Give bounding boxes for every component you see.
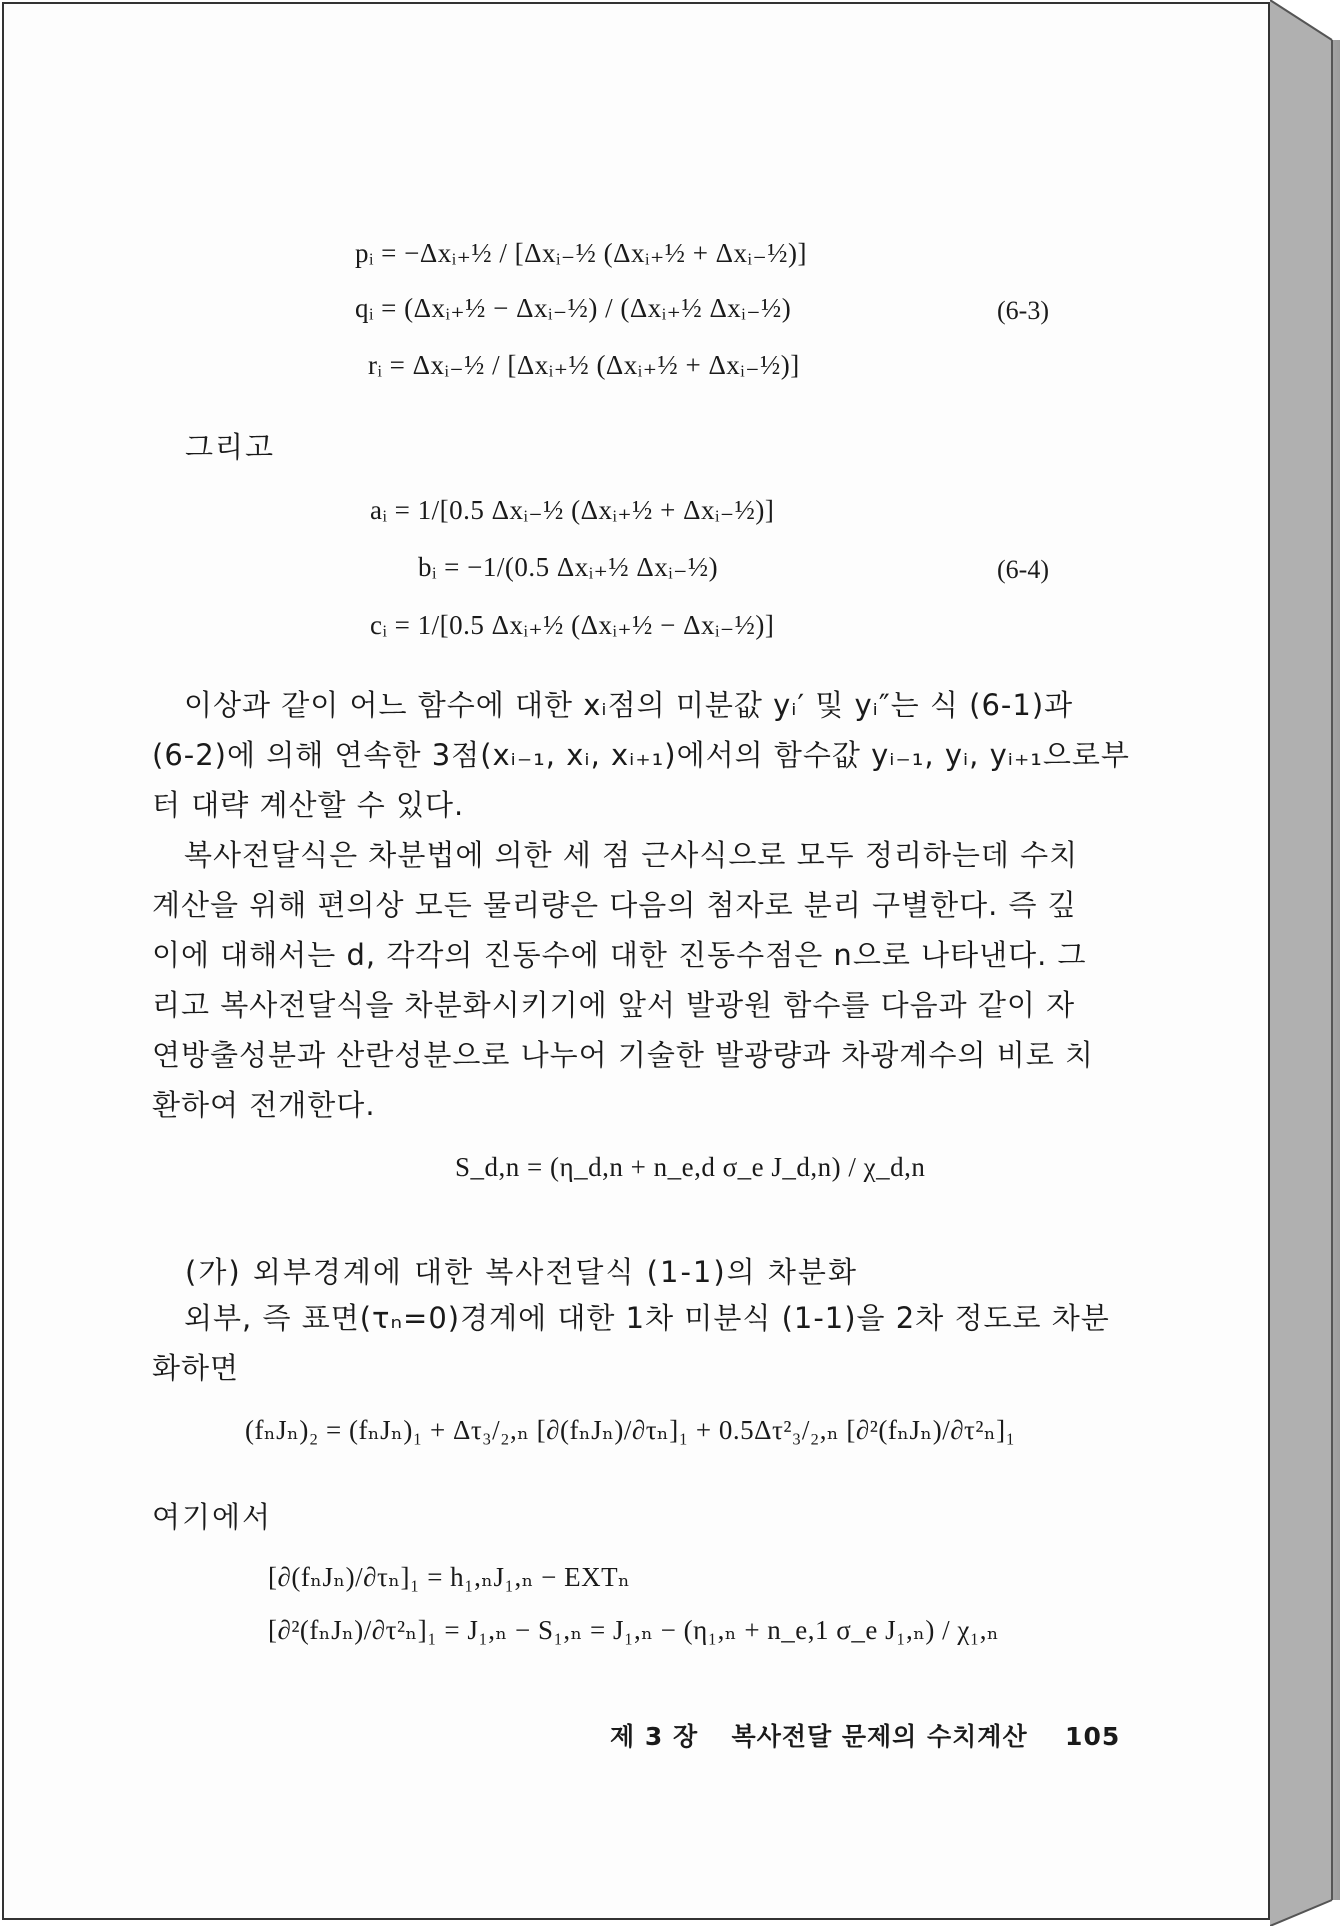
- paragraph-line: 화하면: [152, 1351, 240, 1385]
- equation-b: bᵢ = −1/(0.5 Δxᵢ₊½ Δxᵢ₋½): [418, 552, 719, 582]
- footer-title: 복사전달 문제의 수치계산: [731, 1722, 1028, 1751]
- equation-r: rᵢ = Δxᵢ₋½ / [Δxᵢ₊½ (Δxᵢ₊½ + Δxᵢ₋½)]: [368, 350, 800, 380]
- taylor-expansion-equation: (fₙJₙ)₂ = (fₙJₙ)₁ + Δτ₃/₂,ₙ [∂(fₙJₙ)/∂τₙ]₁ + 0.5Δτ²₃/₂,ₙ [∂²(fₙJₙ)/∂τ²ₙ]₁: [245, 1415, 1016, 1445]
- paragraph-line: (6-2)에 의해 연속한 3점(xᵢ₋₁, xᵢ, xᵢ₊₁)에서의 함수값 yᵢ₋₁, yᵢ, yᵢ₊₁으로부: [152, 738, 1130, 772]
- paragraph-line: 터 대략 계산할 수 있다.: [152, 788, 465, 822]
- paragraph-line: 이상과 같이 어느 함수에 대한 xᵢ점의 미분값 yᵢ′ 및 yᵢ″는 식 (6-1)과: [184, 688, 1074, 722]
- paragraph-line: 계산을 위해 편의상 모든 물리량은 다음의 첨자로 분리 구별한다. 즉 깊: [152, 888, 1077, 922]
- page-number: 105: [1065, 1722, 1121, 1751]
- equation-c: cᵢ = 1/[0.5 Δxᵢ₊½ (Δxᵢ₊½ − Δxᵢ₋½)]: [370, 610, 775, 640]
- paragraph-line: 외부, 즉 표면(τₙ=0)경계에 대한 1차 미분식 (1-1)을 2차 정도로 차분: [184, 1301, 1110, 1335]
- paragraph-line: 이에 대해서는 d, 각각의 진동수에 대한 진동수점은 n으로 나타낸다. 그: [152, 938, 1087, 972]
- equation-q: qᵢ = (Δxᵢ₊½ − Δxᵢ₋½) / (Δxᵢ₊½ Δxᵢ₋½): [355, 293, 792, 323]
- paragraph-line: 환하여 전개한다.: [152, 1088, 376, 1122]
- footer-chapter: 제 3 장: [610, 1722, 699, 1751]
- page-edge-shading: [1270, 0, 1340, 1926]
- and-word: 그리고: [185, 430, 276, 464]
- second-derivative-equation: [∂²(fₙJₙ)/∂τ²ₙ]₁ = J₁,ₙ − S₁,ₙ = J₁,ₙ − (η₁,ₙ + n_e,1 σ_e J₁,ₙ) / χ₁,ₙ: [268, 1615, 1000, 1645]
- page-footer: [610, 1717, 1120, 1753]
- paragraph-line: 연방출성분과 산란성분으로 나누어 기술한 발광량과 차광계수의 비로 치: [152, 1038, 1094, 1072]
- paragraph-line: 복사전달식은 차분법에 의한 세 점 근사식으로 모두 정리하는데 수치: [184, 838, 1079, 872]
- paragraph-line: 리고 복사전달식을 차분화시키기에 앞서 발광원 함수를 다음과 같이 자: [152, 988, 1076, 1022]
- paragraph-radiative-transfer: [152, 830, 1094, 1130]
- subsection-heading: (가) 외부경계에 대한 복사전달식 (1-1)의 차분화: [185, 1255, 858, 1289]
- paragraph-derivative-values: [152, 680, 1130, 830]
- source-function-equation: S_d,n = (η_d,n + n_e,d σ_e J_d,n) / χ_d,n: [455, 1152, 926, 1182]
- first-derivative-equation: [∂(fₙJₙ)/∂τₙ]₁ = h₁,ₙJ₁,ₙ − EXTₙ: [268, 1562, 631, 1592]
- paragraph-outer-boundary: [152, 1293, 1110, 1393]
- page-edge: [1270, 0, 1340, 1926]
- equation-number-6-4: (6-4): [997, 555, 1049, 584]
- equation-p: pᵢ = −Δxᵢ₊½ / [Δxᵢ₋½ (Δxᵢ₊½ + Δxᵢ₋½)]: [355, 238, 807, 268]
- equation-number-6-3: (6-3): [997, 296, 1049, 325]
- here-word: 여기에서: [152, 1500, 273, 1534]
- equation-a: aᵢ = 1/[0.5 Δxᵢ₋½ (Δxᵢ₊½ + Δxᵢ₋½)]: [370, 495, 775, 525]
